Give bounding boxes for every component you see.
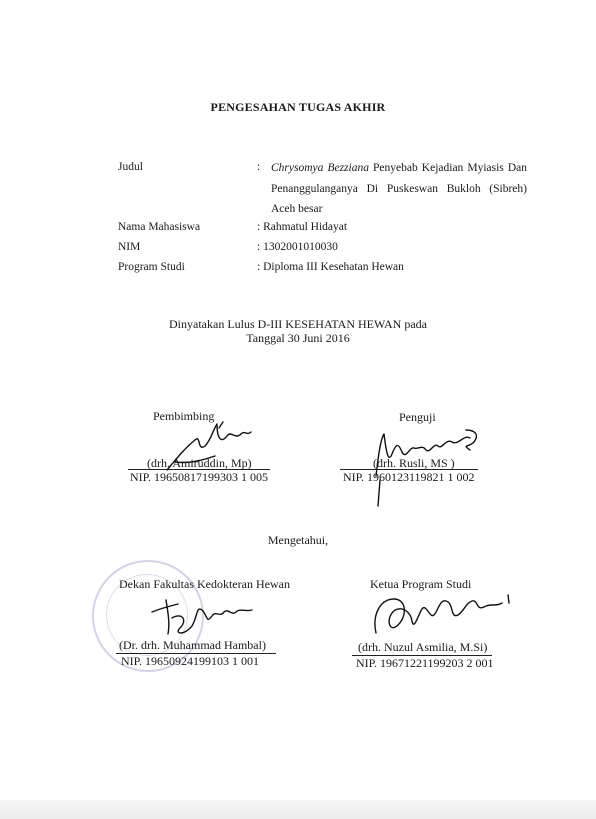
dekan-nip: NIP. 19650924199103 1 001: [121, 654, 260, 668]
penguji-name: (drh. Rusli, MS ): [373, 456, 455, 470]
penguji-nip: NIP. 1960123119821 1 002: [343, 470, 475, 484]
nim-value: : 1302001010030: [257, 241, 338, 253]
nim-label: NIM: [118, 241, 141, 253]
ketua-name: (drh. Nuzul Asmilia, M.Si): [358, 640, 488, 654]
ketua-nip: NIP. 19671221199203 2 001: [356, 656, 494, 670]
judul-italic-text: Chrysomya Bezziana: [271, 162, 369, 174]
page-title: PENGESAHAN TUGAS AKHIR: [210, 100, 386, 114]
dekan-role: Dekan Fakultas Kedokteran Hewan: [119, 577, 290, 591]
ketua-role: Ketua Program Studi: [370, 577, 472, 591]
pembimbing-role: Pembimbing: [153, 409, 215, 423]
statement-line-2: Tanggal 30 Juni 2016: [246, 331, 350, 345]
judul-rest-text: Penyebab Kejadian Myiasis Dan Penanggulanganya Di Puskeswan Bukloh (Sibreh) Aceh besar: [271, 162, 527, 215]
dekan-signature: [148, 590, 258, 645]
statement-line-1: Dinyatakan Lulus D-III KESEHATAN HEWAN pada: [169, 317, 427, 331]
pembimbing-nip: NIP. 19650817199303 1 005: [130, 470, 269, 484]
judul-label: Judul: [118, 161, 143, 173]
prodi-label: Program Studi: [118, 261, 185, 273]
dekan-name: (Dr. drh. Muhammad Hambal): [119, 638, 266, 652]
nama-label: Nama Mahasiswa: [118, 221, 201, 233]
prodi-value: : Diploma III Kesehatan Hewan: [257, 261, 404, 273]
mengetahui-text: Mengetahui,: [267, 533, 329, 547]
pembimbing-name: (drh. Amiruddin, Mp): [147, 456, 252, 470]
page-bottom-edge: [0, 800, 596, 819]
nama-value: : Rahmatul Hidayat: [257, 221, 348, 233]
judul-value: [271, 158, 527, 220]
judul-colon: :: [257, 161, 261, 173]
penguji-role: Penguji: [399, 410, 436, 424]
